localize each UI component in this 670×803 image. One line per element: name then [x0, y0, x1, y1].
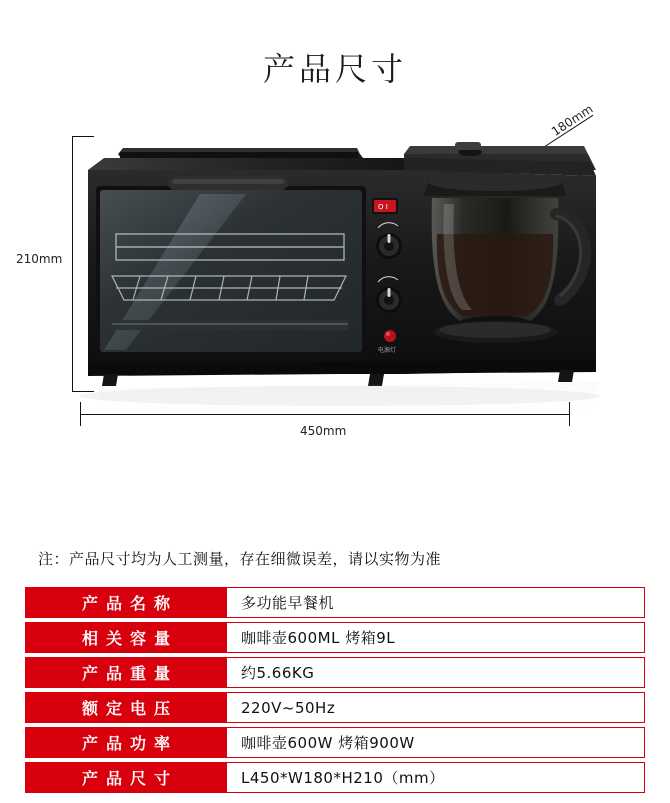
- table-row: [25, 657, 645, 688]
- table-row: [25, 692, 645, 723]
- spec-label-power: 产品功率: [25, 727, 227, 758]
- depth-dimension-label: 180mm: [549, 101, 596, 139]
- table-row: [25, 727, 645, 758]
- spec-value-weight: 约5.66KG: [227, 657, 645, 688]
- specs-table: [25, 583, 645, 797]
- width-dimension-label: 450mm: [300, 424, 347, 438]
- spec-label-weight: 产品重量: [25, 657, 227, 688]
- spec-label-voltage: 额定电压: [25, 692, 227, 723]
- table-row: [25, 622, 645, 653]
- spec-value-power: 咖啡壶600W 烤箱900W: [227, 727, 645, 758]
- measurement-note: 注：产品尺寸均为人工测量，存在细微误差，请以实物为准: [38, 550, 442, 568]
- table-row: [25, 762, 645, 793]
- page-title: 产品尺寸: [262, 50, 407, 88]
- svg-text:O I: O I: [378, 203, 388, 211]
- breakfast-machine-illustration: [0, 124, 670, 544]
- spec-label-product-name: 产品名称: [25, 587, 227, 618]
- height-dimension-label: 210mm: [16, 252, 63, 266]
- spec-value-size: L450*W180*H210（mm）: [227, 762, 645, 793]
- product-image-area: [0, 101, 670, 544]
- spec-label-capacity: 相关容量: [25, 622, 227, 653]
- spec-label-size: 产品尺寸: [25, 762, 227, 793]
- table-row: [25, 587, 645, 618]
- spec-value-voltage: 220V~50Hz: [227, 692, 645, 723]
- spec-value-capacity: 咖啡壶600ML 烤箱9L: [227, 622, 645, 653]
- svg-text:电源灯: 电源灯: [378, 347, 397, 354]
- spec-value-product-name: 多功能早餐机: [227, 587, 645, 618]
